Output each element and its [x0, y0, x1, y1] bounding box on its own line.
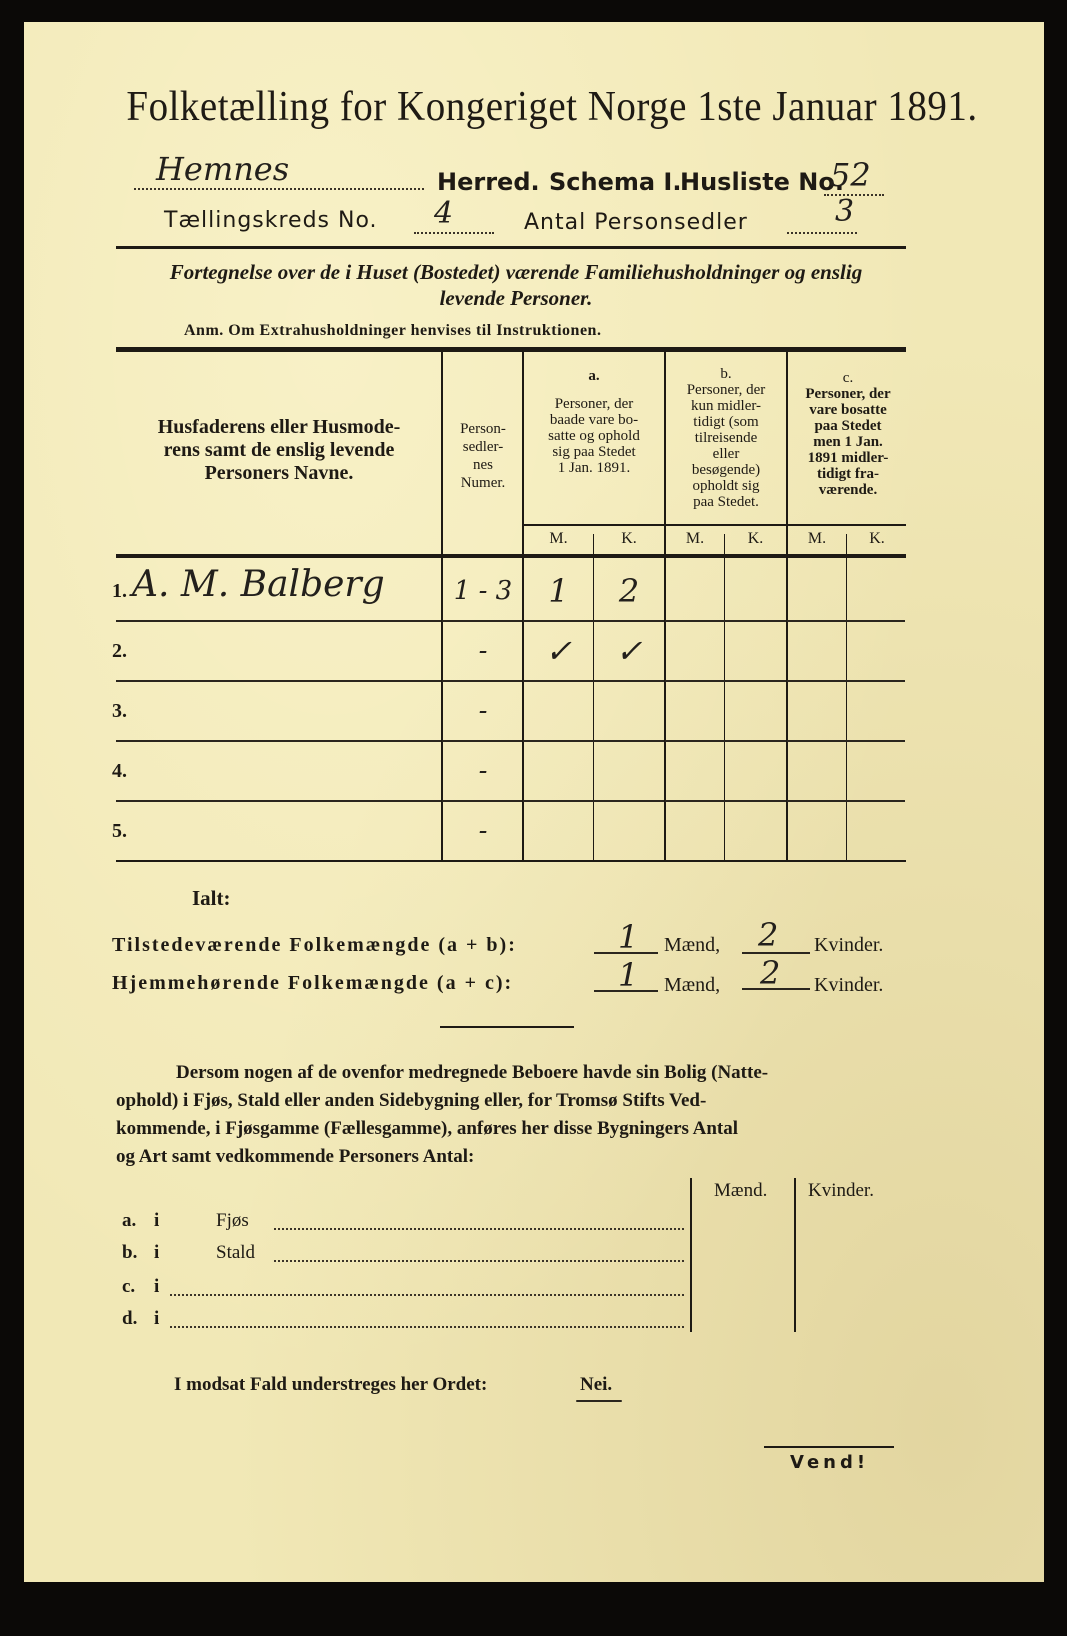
- table-bottom-rule: [116, 860, 906, 862]
- col-c-l5: 1891 midler-: [807, 450, 889, 466]
- hjem-maend: Mænd,: [664, 974, 721, 996]
- antal-field: [787, 194, 857, 234]
- a-m-header: M.: [549, 530, 568, 547]
- row-number: 3.: [112, 700, 127, 722]
- anm-note: Anm. Om Extrahusholdninger henvises til Instruktionen.: [184, 322, 602, 339]
- intro-line2: levende Personer.: [439, 286, 593, 310]
- col-b-letter: b.: [720, 366, 732, 382]
- row-person-num: -: [478, 816, 488, 846]
- col-names-l3: Personers Navne.: [204, 462, 354, 484]
- c-k-header: K.: [869, 530, 885, 547]
- col-c-l3: paa Stedet: [814, 418, 882, 434]
- herred-field: [134, 150, 424, 190]
- col-a-l2: baade vare bo-: [549, 412, 639, 428]
- col-b-l7: opholdt sig: [692, 478, 760, 494]
- hjem-kvinder: Kvinder.: [814, 974, 884, 996]
- col-b-l4: tilreisende: [694, 430, 758, 446]
- kreds-value: 4: [434, 196, 454, 231]
- row-number: 1.: [112, 580, 127, 602]
- row-rule-num: [442, 620, 522, 622]
- row-name: A. M. Balberg: [132, 564, 385, 605]
- row-a-k: 2: [618, 572, 640, 610]
- col-header-b: [666, 366, 786, 510]
- vend-rule: [764, 1446, 894, 1448]
- husliste-label: Husliste No.: [680, 168, 844, 196]
- row-rule-b: [665, 620, 786, 622]
- para-line3: kommende, i Fjøsgamme (Fællesgamme), anføres her disse Bygningers Antal: [116, 1118, 739, 1139]
- header-rule: [116, 246, 906, 249]
- col-c-letter: c.: [842, 370, 854, 386]
- col-divider-b-mk: [724, 534, 725, 860]
- nei-word: Nei.: [580, 1374, 613, 1395]
- col-c-l1: Personer, der: [805, 386, 891, 402]
- row-rule-names: [116, 620, 441, 622]
- col-b-l5: eller: [712, 446, 740, 462]
- item-dots: [274, 1260, 684, 1262]
- row-rule-a: [523, 680, 664, 682]
- schema-label: Schema I.: [549, 168, 682, 196]
- row-rule-c: [787, 800, 905, 802]
- col-a-l5: 1 Jan. 1891.: [557, 460, 631, 476]
- footer-divider-2: [794, 1178, 796, 1332]
- kreds-label: Tællingskreds No.: [164, 208, 378, 233]
- col-num-l2: sedler-: [462, 439, 504, 455]
- item-i: i: [154, 1276, 160, 1297]
- col-num-l4: Numer.: [460, 475, 506, 491]
- c-m-header: M.: [807, 530, 827, 547]
- col-names-l2: rens samt de enslig levende: [163, 439, 395, 461]
- hjem-k-value: 2: [760, 954, 781, 992]
- hjem-m-value: 1: [618, 956, 639, 994]
- row-number: 4.: [112, 760, 127, 782]
- item-i: i: [154, 1242, 160, 1263]
- col-b-l3: tidigt (som: [693, 414, 759, 430]
- item-label: Stald: [216, 1242, 256, 1263]
- row-rule-num: [442, 680, 522, 682]
- col-a-l3: satte og ophold: [548, 428, 640, 444]
- col-c-l6: tidigt fra-: [816, 466, 880, 482]
- row-rule-b: [665, 680, 786, 682]
- row-number: 2.: [112, 640, 127, 662]
- b-m-header: M.: [685, 530, 705, 547]
- col-b-l1: Personer, der: [686, 382, 766, 398]
- col-divider-1: [441, 352, 443, 860]
- b-k-header: K.: [747, 530, 764, 547]
- col-c-l7: værende.: [818, 482, 878, 498]
- row-rule-a: [523, 620, 664, 622]
- row-person-num: -: [478, 756, 488, 786]
- row-number: 5.: [112, 820, 127, 842]
- row-rule-c: [787, 620, 905, 622]
- item-letter: a.: [122, 1210, 137, 1231]
- col-b-l6: besøgende): [691, 462, 761, 478]
- husliste-field: [824, 156, 884, 196]
- footer-maend-head: Mænd.: [714, 1180, 768, 1201]
- item-dots: [274, 1228, 684, 1230]
- row-a-m: 1: [548, 572, 569, 610]
- kreds-field: [414, 196, 494, 234]
- col-num-l1: Person-: [460, 421, 506, 437]
- mk-rule: [523, 524, 906, 526]
- tilst-maend: Mænd,: [664, 934, 721, 956]
- col-header-c: [788, 370, 908, 498]
- husliste-value: 52: [830, 156, 871, 194]
- col-a-l1: Personer, der: [554, 396, 634, 412]
- ialt-label: Ialt:: [192, 886, 231, 910]
- row-person-num: 1 - 3: [453, 576, 513, 606]
- row-rule-b: [665, 800, 786, 802]
- col-num-l3: nes: [473, 457, 493, 473]
- row-a-m: ✓: [545, 632, 572, 670]
- para-line2: ophold) i Fjøs, Stald eller anden Sidebygning eller, for Tromsø Stifts Ved-: [116, 1090, 707, 1111]
- item-label: Fjøs: [216, 1210, 249, 1231]
- census-form: [24, 22, 1044, 1582]
- col-header-num: [444, 420, 522, 492]
- row-person-num: -: [478, 696, 488, 726]
- hjem-label: Hjemmehørende Folkemængde (a + c):: [112, 972, 514, 994]
- tilst-m-value: 1: [618, 918, 639, 956]
- col-b-l8: paa Stedet.: [693, 494, 759, 510]
- row-person-num: -: [478, 636, 488, 666]
- col-divider-c-mk: [846, 534, 847, 860]
- item-dots: [170, 1326, 684, 1328]
- footer-kvinder-head: Kvinder.: [808, 1180, 874, 1201]
- antal-value: 3: [835, 194, 855, 229]
- row-rule-num: [442, 800, 522, 802]
- row-rule-c: [787, 740, 905, 742]
- para-line4: og Art samt vedkommende Personers Antal:: [116, 1146, 475, 1167]
- row-rule-names: [116, 740, 441, 742]
- para-line1: Dersom nogen af de ovenfor medregnede Beboere havde sin Bolig (Natte-: [176, 1062, 769, 1083]
- col-a-letter: a.: [588, 368, 600, 384]
- antal-label: Antal Personsedler: [524, 210, 748, 235]
- a-k-header: K.: [621, 530, 637, 547]
- vend-text: Vend!: [790, 1452, 870, 1473]
- col-c-l4: men 1 Jan.: [813, 434, 883, 450]
- row-rule-num: [442, 740, 522, 742]
- section-divider: [440, 1026, 574, 1028]
- item-letter: b.: [122, 1242, 138, 1263]
- col-header-names: [119, 416, 439, 485]
- intro-line1: Fortegnelse over de i Huset (Bostedet) værende Familiehusholdninger og enslig: [169, 260, 863, 284]
- tilst-kvinder: Kvinder.: [814, 934, 884, 956]
- row-rule-c: [787, 680, 905, 682]
- herred-value: Hemnes: [156, 150, 290, 188]
- form-title: Folketælling for Kongeriget Norge 1ste Januar 1891.: [126, 83, 978, 130]
- row-a-k: ✓: [615, 632, 643, 670]
- nei-underline: [576, 1400, 622, 1402]
- footer-divider-1: [690, 1178, 692, 1332]
- item-i: i: [154, 1210, 160, 1231]
- col-c-l2: vare bosatte: [809, 402, 887, 418]
- herred-label: Herred.: [437, 168, 540, 196]
- col-a-l4: sig paa Stedet: [552, 444, 636, 460]
- col-header-a: [524, 368, 664, 476]
- col-names-l1: Husfaderens eller Husmode-: [157, 416, 401, 438]
- row-rule-b: [665, 740, 786, 742]
- tilst-k-value: 2: [758, 916, 779, 954]
- modsat-text: I modsat Fald understreges her Ordet:: [174, 1374, 488, 1395]
- tilst-label: Tilstedeværende Folkemængde (a + b):: [112, 934, 517, 956]
- item-letter: d.: [122, 1308, 138, 1329]
- item-i: i: [154, 1308, 160, 1329]
- item-dots: [170, 1294, 684, 1296]
- row-rule-names: [116, 800, 441, 802]
- row-rule-a: [523, 800, 664, 802]
- row-rule-names: [116, 680, 441, 682]
- row-rule-a: [523, 740, 664, 742]
- col-b-l2: kun midler-: [690, 398, 762, 414]
- item-letter: c.: [122, 1276, 136, 1297]
